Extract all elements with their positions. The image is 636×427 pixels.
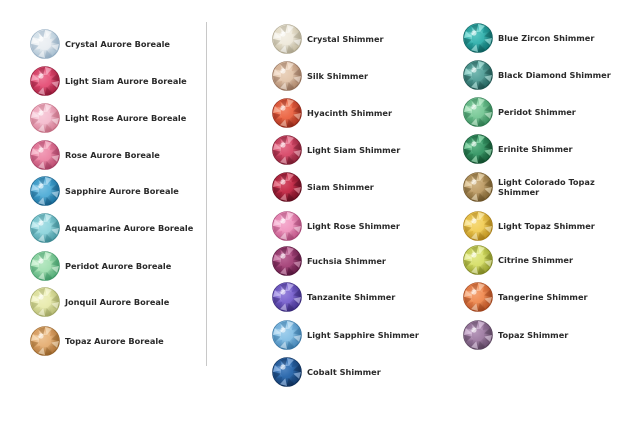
gem-icon (272, 320, 302, 350)
swatch-label: Crystal Aurore Boreale (65, 39, 170, 49)
swatch-label: Jonquil Aurore Boreale (65, 297, 170, 307)
swatch-light-siam-aurore-boreale (30, 66, 187, 96)
swatch-label: Crystal Shimmer (307, 34, 384, 44)
gem-icon (463, 320, 493, 350)
swatch-label: Siam Shimmer (307, 182, 374, 192)
swatch-label: Tanzanite Shimmer (307, 292, 396, 302)
swatch-label: Peridot Shimmer (498, 107, 576, 117)
swatch-blue-zircon-shimmer (463, 23, 594, 53)
swatch-label: Light Colorado Topaz Shimmer (498, 177, 595, 197)
swatch-label: Light Rose Shimmer (307, 221, 400, 231)
gem-icon (30, 140, 60, 170)
gem-icon (30, 251, 60, 281)
gem-icon (272, 172, 302, 202)
swatch-sapphire-aurore-boreale (30, 176, 179, 206)
swatch-peridot-shimmer (463, 97, 576, 127)
gem-icon (463, 134, 493, 164)
swatch-label: Black Diamond Shimmer (498, 70, 611, 80)
gem-icon (463, 23, 493, 53)
gem-icon (30, 176, 60, 206)
gem-icon (30, 103, 60, 133)
swatch-light-rose-shimmer (272, 211, 400, 241)
gem-icon (272, 357, 302, 387)
swatch-light-sapphire-shimmer (272, 320, 419, 350)
swatch-cobalt-shimmer (272, 357, 381, 387)
swatch-crystal-shimmer (272, 24, 384, 54)
swatch-label: Fuchsia Shimmer (307, 256, 386, 266)
swatch-black-diamond-shimmer (463, 60, 611, 90)
swatch-siam-shimmer (272, 172, 374, 202)
swatch-tanzanite-shimmer (272, 282, 395, 312)
swatch-citrine-shimmer (463, 245, 573, 275)
gem-icon (30, 66, 60, 96)
swatch-label: Sapphire Aurore Boreale (65, 186, 179, 196)
swatch-label: Topaz Shimmer (498, 330, 569, 340)
swatch-label: Light Rose Aurore Boreale (65, 113, 187, 123)
gem-icon (272, 98, 302, 128)
gem-icon (272, 211, 302, 241)
gem-icon (463, 245, 493, 275)
swatch-light-siam-shimmer (272, 135, 400, 165)
swatch-light-colorado-topaz-shimmer (463, 172, 628, 202)
swatch-label: Rose Aurore Boreale (65, 150, 160, 160)
swatch-label: Blue Zircon Shimmer (498, 33, 595, 43)
gem-icon (463, 97, 493, 127)
gem-icon (272, 282, 302, 312)
swatch-label: Cobalt Shimmer (307, 367, 381, 377)
swatch-label: Topaz Aurore Boreale (65, 336, 164, 346)
swatch-label: Citrine Shimmer (498, 255, 573, 265)
swatch-topaz-shimmer (463, 320, 568, 350)
swatch-label: Peridot Aurore Boreale (65, 261, 172, 271)
swatch-topaz-aurore-boreale (30, 326, 164, 356)
swatch-hyacinth-shimmer (272, 98, 392, 128)
gem-icon (30, 287, 60, 317)
swatch-label: Light Topaz Shimmer (498, 221, 595, 231)
gem-icon (463, 172, 493, 202)
swatch-tangerine-shimmer (463, 282, 588, 312)
swatch-aquamarine-aurore-boreale (30, 213, 193, 243)
swatch-fuchsia-shimmer (272, 246, 386, 276)
gem-icon (272, 135, 302, 165)
gem-icon (272, 61, 302, 91)
gem-icon (30, 213, 60, 243)
divider (206, 22, 207, 366)
gem-icon (463, 60, 493, 90)
swatch-light-rose-aurore-boreale (30, 103, 186, 133)
swatch-silk-shimmer (272, 61, 368, 91)
swatch-label: Light Siam Shimmer (307, 145, 401, 155)
gem-icon (272, 24, 302, 54)
swatch-label: Aquamarine Aurore Boreale (65, 223, 194, 233)
swatch-rose-aurore-boreale (30, 140, 160, 170)
gem-icon (30, 326, 60, 356)
gem-icon (30, 29, 60, 59)
swatch-label: Erinite Shimmer (498, 144, 573, 154)
swatch-peridot-aurore-boreale (30, 251, 171, 281)
swatch-crystal-aurore-boreale (30, 29, 170, 59)
swatch-light-topaz-shimmer (463, 211, 595, 241)
swatch-label: Silk Shimmer (307, 71, 368, 81)
gem-icon (463, 211, 493, 241)
swatch-label: Hyacinth Shimmer (307, 108, 392, 118)
swatch-label: Light Sapphire Shimmer (307, 330, 419, 340)
swatch-erinite-shimmer (463, 134, 573, 164)
swatch-jonquil-aurore-boreale (30, 287, 169, 317)
gem-icon (272, 246, 302, 276)
swatch-label: Tangerine Shimmer (498, 292, 588, 302)
gem-icon (463, 282, 493, 312)
swatch-label: Light Siam Aurore Boreale (65, 76, 187, 86)
